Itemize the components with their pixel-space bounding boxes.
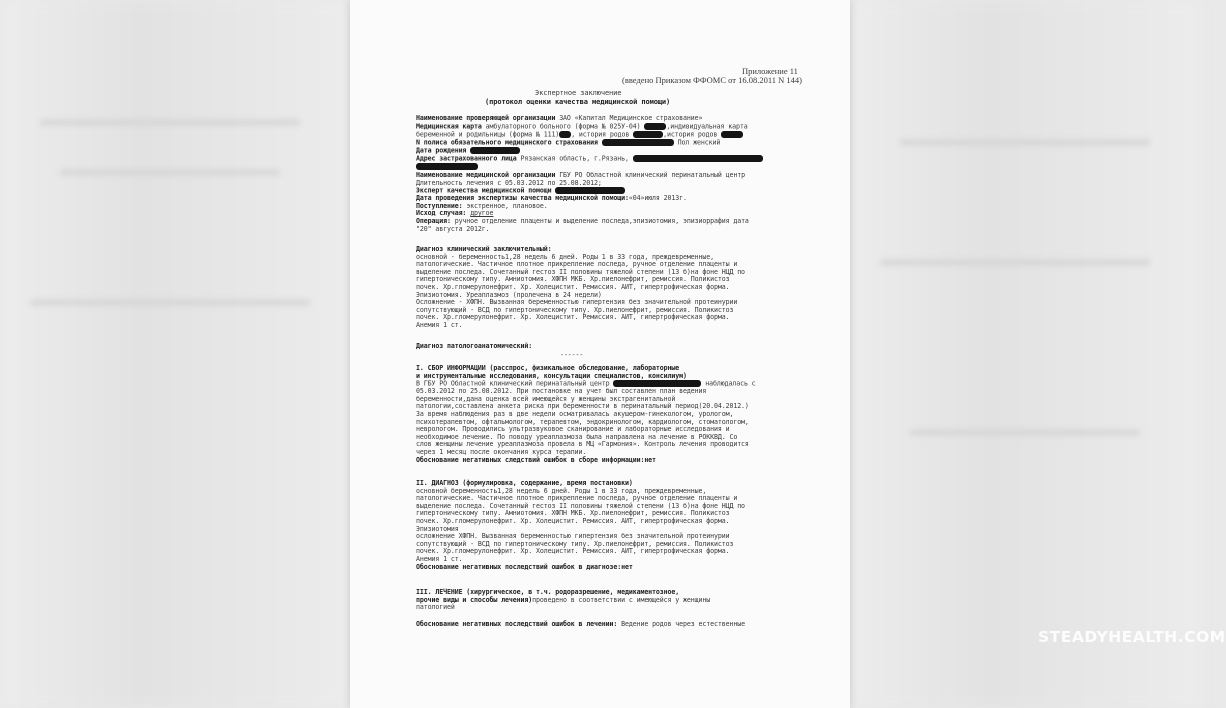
diagnosis-line: основной - беременность1,28 недель 6 дней. Роды 1 в 33 года, преждевременные, — [416, 252, 714, 261]
section1-justification: Обоснование негативных следствий ошибок в сборе информации:нет — [416, 455, 656, 464]
document-title: Экспертное заключение — [535, 89, 622, 97]
section1-line: слов женщины лечение уреаплазмоза провела в МЦ «Гармония». Контроль лечения проводится — [416, 440, 749, 449]
outcome-value: другое — [470, 209, 494, 218]
admission-label: Поступление: — [416, 201, 463, 210]
redaction — [613, 380, 701, 387]
blurred-line — [880, 260, 1150, 265]
section1-line: психотерапевтом, офтальмологом, терапевтом, эндокринологом, кардиологом, стоматологом, — [416, 417, 749, 426]
diagnosis-line: Анемия 1 ст. — [416, 320, 463, 329]
diagnosis-line: Осложнение - ХФПН. Вызванная беременностью гипертензия без значительной протеинурии — [416, 298, 738, 307]
blurred-line — [910, 430, 1140, 435]
redaction — [555, 187, 625, 194]
section1-heading-2: и инструментальные исследования, консультации специалистов, консилиум) — [416, 371, 687, 380]
section1-line: неврологом. Проводились ультразвуковое сканирование и лабораторные исследования и — [416, 425, 730, 434]
section3-line: патологией — [416, 603, 455, 612]
blurred-line — [40, 120, 300, 125]
card-line2-c: ,история родов — [663, 130, 718, 139]
section1-line: необходимое лечение. По поводу уреаплазмоза была направлена на лечение в РОККВД. Со — [416, 432, 738, 441]
section1-line: патологии,составлена анкета риска при беременности в перинатальный период(20.04.2012.) — [416, 402, 749, 411]
section1-line: За время наблюдения раз в две недели осматривалась акушером-гинекологом, урологом, — [416, 410, 734, 419]
operation-date: "20" августа 2012г. — [416, 224, 490, 233]
org-value: ЗАО «Капитал Медицинское страхование» — [559, 114, 703, 122]
section2-line: выделение последа. Сочетанный гестоз II половины тяжелой степени (13 б)на фоне НЦД по — [416, 501, 745, 510]
admission-value: экстренное, плановое. — [466, 201, 548, 210]
section1-line: В ГБУ РО Областной клинический перинатальный центр — [416, 379, 610, 388]
diagnosis-line: выделение последа. Сочетанный гестоз II половины тяжелой степени (13 б)на фоне НЦД по — [416, 267, 745, 276]
section3-justification-label: Обоснование негативных последствий ошибок в лечении: — [416, 620, 618, 628]
diagnosis-line: патологические. Частичное плотное прикрепление последа, ручное отделение плаценты и — [416, 260, 738, 269]
section3-heading-tail: проведено в соответствии с имеющейся у женщины — [532, 595, 711, 604]
section2-line: почек. Хр.гломерулонефрит. Хр. Холецистит. Ремиссия. АИТ, гипертрофическая форма. — [416, 547, 730, 556]
section3-heading: III. ЛЕЧЕНИЕ (хирургическое, в т.ч. родоразрешение, медикаментозное, — [416, 588, 680, 596]
section1-line: через 1 месяц после окончания курса терапии. — [416, 448, 587, 457]
order-reference: (введено Приказом ФФОМС от 16.08.2011 N 144) — [622, 75, 803, 85]
redaction — [633, 131, 663, 138]
redaction — [633, 155, 763, 162]
redaction — [470, 147, 520, 154]
operation-label: Операция: — [416, 217, 451, 226]
section-treatment — [416, 589, 846, 612]
clinical-diagnosis — [416, 246, 846, 330]
section2-line: патологические. Частичное плотное прикрепление последа, ручное отделение плаценты и — [416, 494, 738, 503]
section2-line: осложнение ХФПН. Вызванная беременностью гипертензия без значительной протеинурии — [416, 532, 730, 541]
section2-justification: Обоснование негативных последствий ошибок в диагнозе:нет — [416, 562, 633, 571]
treatment-duration: Длительность лечения с 05.03.2012 по 25.08.2012; — [416, 178, 602, 187]
blurred-line — [60, 170, 280, 175]
medorg-value: ГБУ РО Областной клинический перинатальный центр — [559, 171, 745, 179]
redaction — [644, 123, 666, 130]
section2-line: Эпизиотомия — [416, 524, 459, 533]
pathology-heading: Диагноз патологоанатомический: — [416, 342, 533, 350]
address-value: Рязанская область, г.Рязань, — [520, 154, 629, 163]
card-line2-b: , история родов — [571, 130, 630, 139]
outcome-label: Исход случая: — [416, 209, 467, 218]
card-value: амбулаторного больного (форма № 025У-04) — [485, 122, 641, 131]
section2-heading: II. ДИАГНОЗ (формулировка, содержание, время постановки) — [416, 479, 633, 487]
exam-date-label: Дата проведения экспертизы качества медицинской помощи: — [416, 194, 629, 203]
redaction — [602, 139, 674, 146]
redaction — [416, 163, 478, 170]
diagnosis-line: почек. Хр.гломерулонефрит. Хр. Холецистит. Ремиссия. АИТ, гипертрофическая форма. — [416, 313, 730, 322]
section-diagnosis — [416, 480, 846, 571]
clinical-heading: Диагноз клинический заключительный: — [416, 245, 552, 253]
section2-line: Анемия 1 ст. — [416, 554, 463, 563]
org-label: Наименование проверяющей организации — [416, 114, 556, 122]
section3-justification — [416, 621, 745, 629]
sex-value: Пол женский — [677, 138, 721, 147]
appendix-number: Приложение 11 — [742, 66, 798, 76]
blurred-background-right — [850, 0, 1200, 708]
watermark: STEADYHEALTH.COM — [1038, 628, 1226, 646]
card-value-tail: ,индивидуальная карта — [666, 122, 748, 131]
card-label: Медицинская карта — [416, 122, 482, 131]
section-information — [416, 365, 846, 464]
blurred-line — [900, 140, 1150, 145]
section1-heading: I. СБОР ИНФОРМАЦИИ (расспрос, физикальное обследование, лабораторные — [416, 364, 680, 372]
section1-line: 05.03.2012 по 25.08.2012. При постановке на учет был составлен план ведения — [416, 387, 707, 396]
pathology-value: ------ — [560, 351, 584, 359]
section3-heading-2: прочие виды и способы лечения) — [416, 595, 533, 604]
diagnosis-line: гипертоническому типу. Амниотомия. ХФПН МКБ. Хр.пиелонефрит, ремиссия. Поликистоз — [416, 275, 730, 284]
section1-observed: наблюдалась с — [705, 379, 756, 388]
card-line2: беременной и родильницы (форма № 111) — [416, 130, 560, 139]
diagnosis-line: Эпизиотомия. Уреаплазмоз (пролечена в 24 недели) — [416, 290, 602, 299]
redaction — [721, 131, 743, 138]
operation-line: ручное отделение плаценты и выделение последа,эпизиотомия, эпизиоррафия дата — [454, 217, 749, 226]
patient-info — [416, 115, 846, 171]
expert-label: Эксперт качества медицинской помощи — [416, 186, 552, 195]
document-subtitle: (протокол оценки качества медицинской помощи) — [485, 98, 671, 106]
blurred-line — [30, 300, 310, 305]
medorg-label: Наименование медицинской организации — [416, 171, 556, 179]
diagnosis-line: почек. Хр.гломерулонефрит. Хр. Холецистит. Ремиссия. АИТ, гипертрофическая форма. — [416, 282, 730, 291]
treatment-info — [416, 172, 846, 233]
address-label: Адрес застрахованного лица — [416, 154, 517, 163]
exam-date-value: «04»июля 2013г. — [628, 194, 687, 203]
redaction — [559, 131, 571, 138]
policy-label: N полиса обязательного медицинского страхования — [416, 138, 598, 147]
dob-label: Дата рождения — [416, 146, 467, 155]
section2-line: гипертоническому типу. Амниотомия. ХФПН МКБ. Хр.пиелонефрит, ремиссия. Поликистоз — [416, 509, 730, 518]
diagnosis-line: сопутствующий - ВСД по гипертоническому типу. Хр.пиелонефрит, ремиссия. Поликистоз — [416, 305, 734, 314]
section1-line: беременности,дана оценка всей имеющейся у женщины экстрагенитальной — [416, 394, 676, 403]
section2-line: сопутствующий - ВСД по гипертоническому типу. Хр.пиелонефрит, ремиссия. Поликистоз — [416, 539, 734, 548]
document-page — [350, 0, 850, 708]
section2-line: почек. Хр.гломерулонефрит. Хр. Холецистит. Ремиссия. АИТ, гипертрофическая форма. — [416, 516, 730, 525]
section3-justification-value: Ведение родов через естественные — [621, 620, 745, 628]
section2-line: основной беременность1,28 недель 6 дней. Роды 1 в 33 года, преждевременные, — [416, 486, 707, 495]
blurred-background-left — [0, 0, 350, 708]
